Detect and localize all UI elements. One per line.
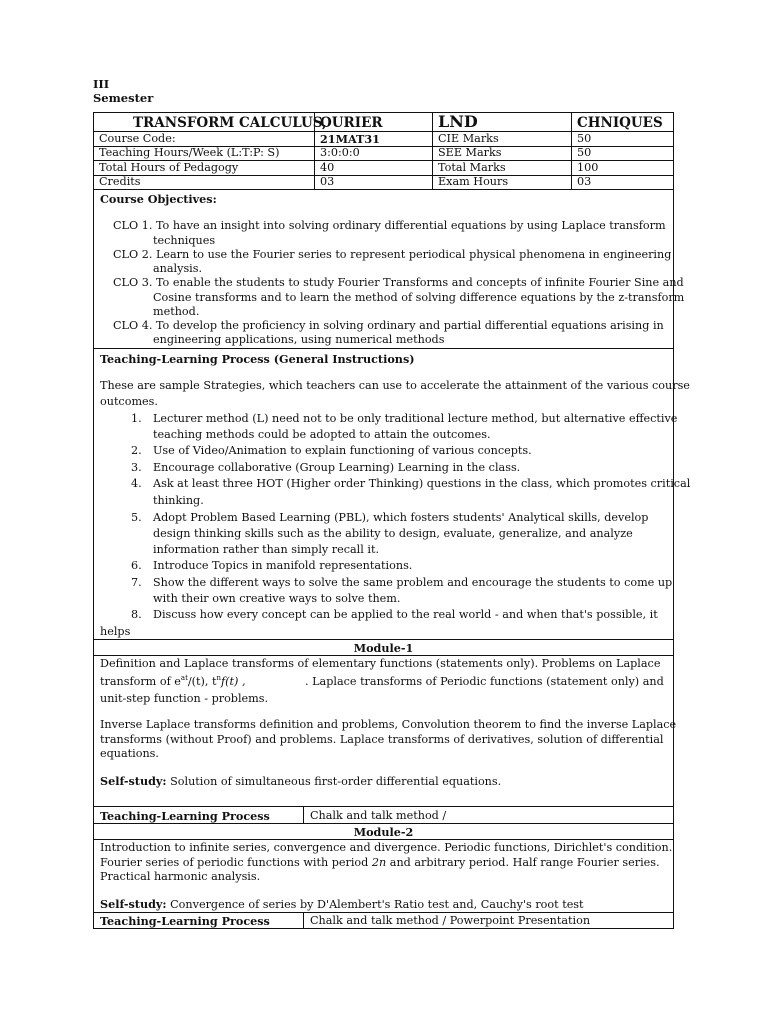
info-key-cie: CIE Marks bbox=[438, 132, 499, 145]
tlp-item-number: 5. bbox=[131, 511, 142, 524]
objective-line: CLO 3. To enable the students to study Fourier Transforms and concepts of infinite Fourier Sine and bbox=[113, 276, 684, 289]
objective-line: CLO 1. To have an insight into solving ordinary differential equations by using Laplace transform bbox=[113, 219, 666, 232]
module2-text: Practical harmonic analysis. bbox=[100, 870, 261, 883]
module1-text: equations. bbox=[100, 747, 159, 760]
module1-tlp-label: Teaching-Learning Process bbox=[100, 809, 270, 823]
formula-italic: f(t) , bbox=[221, 675, 246, 688]
tlp-item-number: 7. bbox=[131, 576, 142, 589]
text-part: Fourier series of periodic functions with period bbox=[100, 856, 372, 869]
tlp-item-text: thinking. bbox=[153, 494, 204, 507]
objective-line: CLO 4. To develop the proficiency in solving ordinary and partial differential equations arising in bbox=[113, 319, 664, 332]
objective-line: techniques bbox=[153, 234, 216, 247]
formula-superscript: at bbox=[180, 674, 188, 682]
module1-text: . Laplace transforms of Periodic functions (statement only) and bbox=[305, 675, 664, 688]
info-value-pedagogy: 40 bbox=[320, 161, 335, 174]
module2-text bbox=[100, 856, 660, 871]
info-value-cie: 50 bbox=[577, 132, 592, 145]
info-key-see: SEE Marks bbox=[438, 146, 502, 159]
objectives-title: Course Objectives: bbox=[100, 192, 217, 206]
self-study-text: Solution of simultaneous first-order differential equations. bbox=[170, 775, 502, 788]
tlp-title: Teaching-Learning Process (General Instructions) bbox=[100, 352, 415, 366]
info-key-exam-hours: Exam Hours bbox=[438, 175, 509, 188]
tlp-item-text: design thinking skills such as the ability to design, evaluate, generalize, and analyze bbox=[153, 527, 633, 540]
col-divider-2 bbox=[432, 112, 433, 190]
self-study-label: Self-study: bbox=[100, 774, 167, 788]
module2-self-study bbox=[100, 897, 584, 913]
tlp-item-text: information rather than simply recall it. bbox=[153, 543, 380, 556]
tlp-item-text: Lecturer method (L) need not to be only traditional lecture method, but alternative effective bbox=[153, 412, 678, 425]
rule-tlp bbox=[93, 639, 674, 640]
tlp2-divider bbox=[303, 912, 304, 929]
tlp1-divider bbox=[303, 806, 304, 824]
formula-part: transform of e bbox=[100, 675, 181, 688]
module1-text: Inverse Laplace transforms definition and problems, Convolution theorem to find the inverse Laplace bbox=[100, 718, 677, 731]
tlp-item-text: Encourage collaborative (Group Learning) Learning in the class. bbox=[153, 461, 521, 474]
semester-word: Semester bbox=[93, 91, 154, 105]
tlp-item-text: Show the different ways to solve the same problem and encourage the students to come up bbox=[153, 576, 673, 589]
module1-title: Module-1 bbox=[353, 641, 414, 655]
info-value-teaching-hours: 3:0:0:0 bbox=[320, 146, 360, 159]
info-value-exam-hours: 03 bbox=[577, 175, 592, 188]
objective-line: Cosine transforms and to learn the method of solving difference equations by the z-transform bbox=[153, 291, 685, 304]
col-divider-3 bbox=[571, 112, 572, 190]
info-key-total-marks: Total Marks bbox=[438, 161, 506, 174]
info-value-total-marks: 100 bbox=[577, 161, 599, 174]
tlp-item-text: Ask at least three HOT (Higher order Thinking) questions in the class, which promotes critical bbox=[153, 477, 691, 490]
info-key-pedagogy: Total Hours of Pedagogy bbox=[99, 161, 239, 174]
module1-tlp-value: Chalk and talk method / bbox=[310, 809, 447, 822]
tlp-item-text: Adopt Problem Based Learning (PBL), which fosters students' Analytical skills, develop bbox=[153, 511, 649, 524]
module2-tlp-value: Chalk and talk method / Powerpoint Presentation bbox=[310, 914, 591, 927]
tlp-item-text: teaching methods could be adopted to attain the outcomes. bbox=[153, 428, 491, 441]
info-value-see: 50 bbox=[577, 146, 592, 159]
self-study-text: Convergence of series by D'Alembert's Ratio test and, Cauchy's root test bbox=[170, 898, 584, 911]
tlp-item-number: 8. bbox=[131, 608, 142, 621]
tlp-item-text: with their own creative ways to solve them. bbox=[153, 592, 401, 605]
module1-text-formula bbox=[100, 675, 246, 690]
tlp-item-text: Introduce Topics in manifold representations. bbox=[153, 559, 413, 572]
rule-module1-body bbox=[93, 806, 674, 807]
tlp-tail: helps bbox=[100, 625, 131, 638]
module1-text: unit-step function - problems. bbox=[100, 692, 269, 705]
tlp-item-number: 6. bbox=[131, 559, 142, 572]
tlp-item-number: 4. bbox=[131, 477, 142, 490]
tlp-item-number: 2. bbox=[131, 444, 142, 457]
course-title-part3: LND bbox=[438, 112, 478, 131]
module1-text: Definition and Laplace transforms of elementary functions (statements only). Problems on Laplace bbox=[100, 657, 661, 670]
tlp-intro: These are sample Strategies, which teachers can use to accelerate the attainment of the various course bbox=[100, 379, 690, 392]
text-italic: 2n bbox=[371, 856, 387, 869]
course-title-part1: TRANSFORM CALCULUS, bbox=[133, 115, 327, 131]
objective-line: CLO 2. Learn to use the Fourier series to represent periodical physical phenomena in engineering bbox=[113, 248, 672, 261]
tlp-item-text: Use of Video/Animation to explain functioning of various concepts. bbox=[153, 444, 532, 457]
objective-line: engineering applications, using numerical methods bbox=[153, 333, 445, 346]
course-title-part4: CHNIQUES bbox=[577, 115, 663, 131]
self-study-label: Self-study: bbox=[100, 897, 167, 911]
info-key-course-code: Course Code: bbox=[99, 132, 176, 145]
tlp-item-text: Discuss how every concept can be applied to the real world - and when that's possible, it bbox=[153, 608, 658, 621]
objective-line: analysis. bbox=[153, 262, 203, 275]
module1-text: transforms (without Proof) and problems. Laplace transforms of derivatives, solution of differential bbox=[100, 733, 664, 746]
tlp-item-number: 3. bbox=[131, 461, 142, 474]
info-key-teaching-hours: Teaching Hours/Week (L:T:P: S) bbox=[99, 146, 280, 159]
tlp-item-number: 1. bbox=[131, 412, 142, 425]
info-value-credits: 03 bbox=[320, 175, 335, 188]
info-value-course-code: 21MAT31 bbox=[320, 132, 380, 146]
module2-tlp-label: Teaching-Learning Process bbox=[100, 914, 270, 928]
semester-label bbox=[93, 77, 153, 105]
tlp-intro-cont: outcomes. bbox=[100, 395, 158, 408]
info-key-credits: Credits bbox=[99, 175, 141, 188]
formula-superscript: n bbox=[216, 674, 222, 682]
text-part: and arbitrary period. Half range Fourier series. bbox=[386, 856, 660, 869]
module2-text: Introduction to infinite series, convergence and divergence. Periodic functions, Dirichlet's condition. bbox=[100, 841, 673, 854]
formula-part: /(t), t bbox=[187, 675, 217, 688]
module1-self-study bbox=[100, 774, 501, 790]
semester-roman: III bbox=[93, 77, 110, 91]
rule-objectives bbox=[93, 348, 674, 349]
objective-line: method. bbox=[153, 305, 200, 318]
course-title-part2: OURIER bbox=[320, 115, 383, 131]
module2-title: Module-2 bbox=[353, 825, 414, 839]
